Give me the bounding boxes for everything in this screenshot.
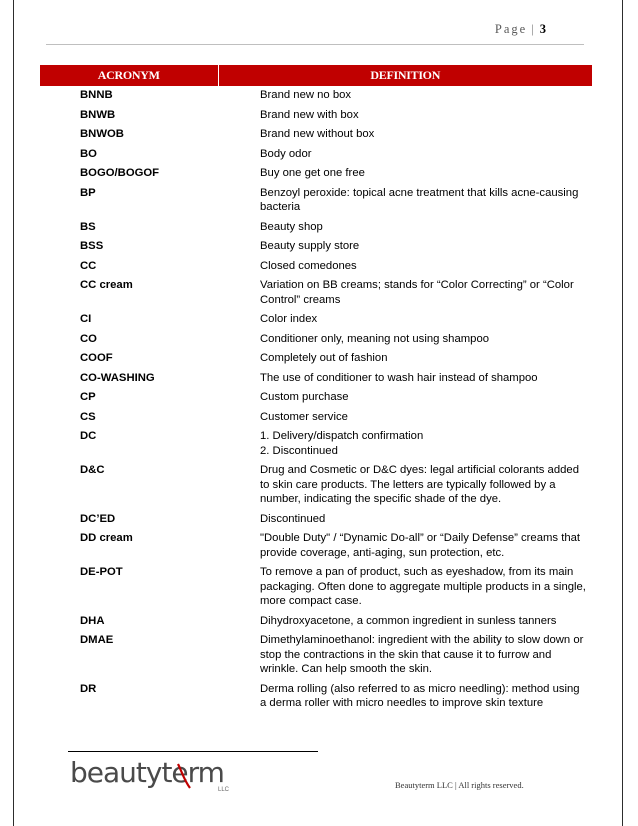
table-row	[40, 427, 592, 461]
table-row	[40, 388, 592, 408]
acronym-cell: DC’ED	[80, 512, 116, 525]
table-row	[40, 310, 592, 330]
definition-text: Closed comedones	[260, 259, 357, 272]
definition-text: Completely out of fashion	[260, 352, 388, 364]
acronym-cell: DHA	[80, 614, 105, 627]
table-row	[40, 237, 592, 257]
definition-text: The use of conditioner to wash hair instead of shampoo	[260, 371, 538, 384]
table-row	[40, 330, 592, 350]
acronym-cell: CO-WASHING	[80, 371, 155, 384]
acronym-cell: BP	[80, 186, 96, 199]
logo-graphic	[70, 752, 230, 794]
logo-llc: LLC	[218, 787, 230, 793]
page-number-value: 3	[539, 22, 546, 36]
table-header-row	[40, 65, 592, 86]
definition-cell	[218, 461, 592, 510]
table-row	[40, 86, 592, 106]
table-row	[40, 257, 592, 277]
acronym-cell: BNWB	[80, 108, 116, 121]
table-row	[40, 529, 592, 563]
acronym-cell: DR	[80, 682, 97, 695]
table-row	[40, 408, 592, 428]
table-body	[40, 86, 592, 714]
table-row	[40, 125, 592, 145]
definition-cell	[218, 349, 592, 369]
definition-cell	[218, 106, 592, 126]
definition-cell	[218, 276, 592, 310]
definition-text: Derma rolling (also referred to as micro needling): method using a derma roller with micro needles to improve skin texture	[260, 682, 580, 709]
page-border-right	[622, 0, 623, 826]
footer-rights: Beautyterm LLC | All rights reserved.	[395, 780, 524, 790]
definition-cell	[218, 612, 592, 632]
definition-cell	[218, 680, 592, 714]
table-row	[40, 349, 592, 369]
definition-cell	[218, 510, 592, 530]
definition-cell	[218, 184, 592, 218]
definition-cell	[218, 427, 592, 461]
definition-text: "Double Duty" / “Dynamic Do-all” or “Daily Defense” creams that provide coverage, anti-aging, sun protection, etc.	[260, 532, 581, 559]
definition-cell	[218, 529, 592, 563]
definition-text: Drug and Cosmetic or D&C dyes: legal artificial colorants added to skin care products. The letters are typically followed by a number, indicating the specific shade of the dye.	[260, 464, 579, 505]
definition-text: Brand new no box	[260, 89, 352, 101]
table-row	[40, 510, 592, 530]
page-separator: |	[531, 22, 536, 36]
definition-cell	[218, 369, 592, 389]
definition-text: Benzoyl peroxide: topical acne treatment that kills acne-causing bacteria	[260, 186, 579, 213]
definition-text: Dimethylaminoethanol: ingredient with the ability to slow down or stop the contractions in the skin that cause it to furrow and wrinkle. Can help smooth the skin.	[260, 634, 584, 675]
acronym-cell: DMAE	[80, 634, 114, 646]
acronym-cell: CI	[80, 313, 92, 325]
acronym-cell: DD cream	[80, 532, 133, 544]
definition-text: Color index	[260, 313, 318, 325]
table-row	[40, 563, 592, 612]
page-border-left	[13, 0, 14, 826]
definition-text: Custom purchase	[260, 391, 349, 403]
acronym-cell: DC	[80, 430, 97, 442]
acronym-cell: CS	[80, 410, 96, 423]
table-row	[40, 369, 592, 389]
beautyterm-logo	[70, 752, 230, 792]
definition-text: Buy one get one free	[260, 167, 365, 179]
table-row	[40, 631, 592, 680]
table-row	[40, 106, 592, 126]
acronym-cell: BNWOB	[80, 128, 124, 140]
table-row	[40, 612, 592, 632]
definition-cell	[218, 388, 592, 408]
acronym-cell: CC cream	[80, 279, 133, 291]
definition-cell	[218, 237, 592, 257]
acronym-cell: CP	[80, 391, 96, 403]
header-definition: DEFINITION	[218, 65, 592, 86]
definition-cell	[218, 631, 592, 680]
definition-text: Conditioner only, meaning not using shampoo	[260, 332, 490, 345]
header-rule	[46, 44, 584, 45]
page-number	[495, 22, 546, 37]
acronym-cell: BSS	[80, 240, 104, 252]
table-row	[40, 680, 592, 714]
table-row	[40, 184, 592, 218]
acronym-cell: COOF	[80, 352, 113, 364]
definition-text: Body odor	[260, 147, 312, 160]
acronym-cell: BS	[80, 220, 96, 233]
acronym-cell: D&C	[80, 464, 105, 476]
acronym-cell: DE-POT	[80, 566, 123, 578]
definition-cell	[218, 218, 592, 238]
definition-cell	[218, 310, 592, 330]
definition-cell	[218, 125, 592, 145]
acronym-cell: BNNB	[80, 89, 113, 101]
page-word: Page	[494, 22, 528, 36]
definition-text: 1. Delivery/dispatch confirmation	[260, 430, 424, 442]
definition-cell	[218, 563, 592, 612]
acronym-cell: CC	[80, 259, 97, 272]
definition-cell	[218, 408, 592, 428]
definition-text: To remove a pan of product, such as eyeshadow, from its main packaging. Often done to aggregate multiple products in a single, more compact case.	[260, 566, 586, 607]
acronym-table	[40, 65, 592, 714]
definition-text: Discontinued	[260, 512, 326, 525]
definition-text: Dihydroxyacetone, a common ingredient in sunless tanners	[260, 614, 557, 627]
table-row	[40, 145, 592, 165]
acronym-cell: CO	[80, 332, 97, 345]
table-row	[40, 218, 592, 238]
definition-text: Customer service	[260, 410, 348, 423]
definition-text-2: 2. Discontinued	[260, 444, 338, 457]
definition-cell	[218, 145, 592, 165]
definition-text: Variation on BB creams; stands for “Color Correcting” or “Color Control” creams	[260, 279, 574, 306]
definition-cell	[218, 257, 592, 277]
definition-text: Beauty supply store	[260, 240, 360, 252]
definition-text: Brand new with box	[260, 108, 359, 121]
acronym-cell: BO	[80, 147, 97, 160]
logo-wordmark: beautyterm	[70, 756, 224, 789]
acronym-cell: BOGO/BOGOF	[80, 167, 160, 179]
definition-text: Brand new without box	[260, 128, 375, 140]
table-row	[40, 461, 592, 510]
definition-cell	[218, 330, 592, 350]
definition-cell	[218, 86, 592, 106]
table-row	[40, 276, 592, 310]
definition-cell	[218, 164, 592, 184]
table-row	[40, 164, 592, 184]
definition-text: Beauty shop	[260, 220, 323, 233]
header-acronym: ACRONYM	[40, 65, 218, 86]
